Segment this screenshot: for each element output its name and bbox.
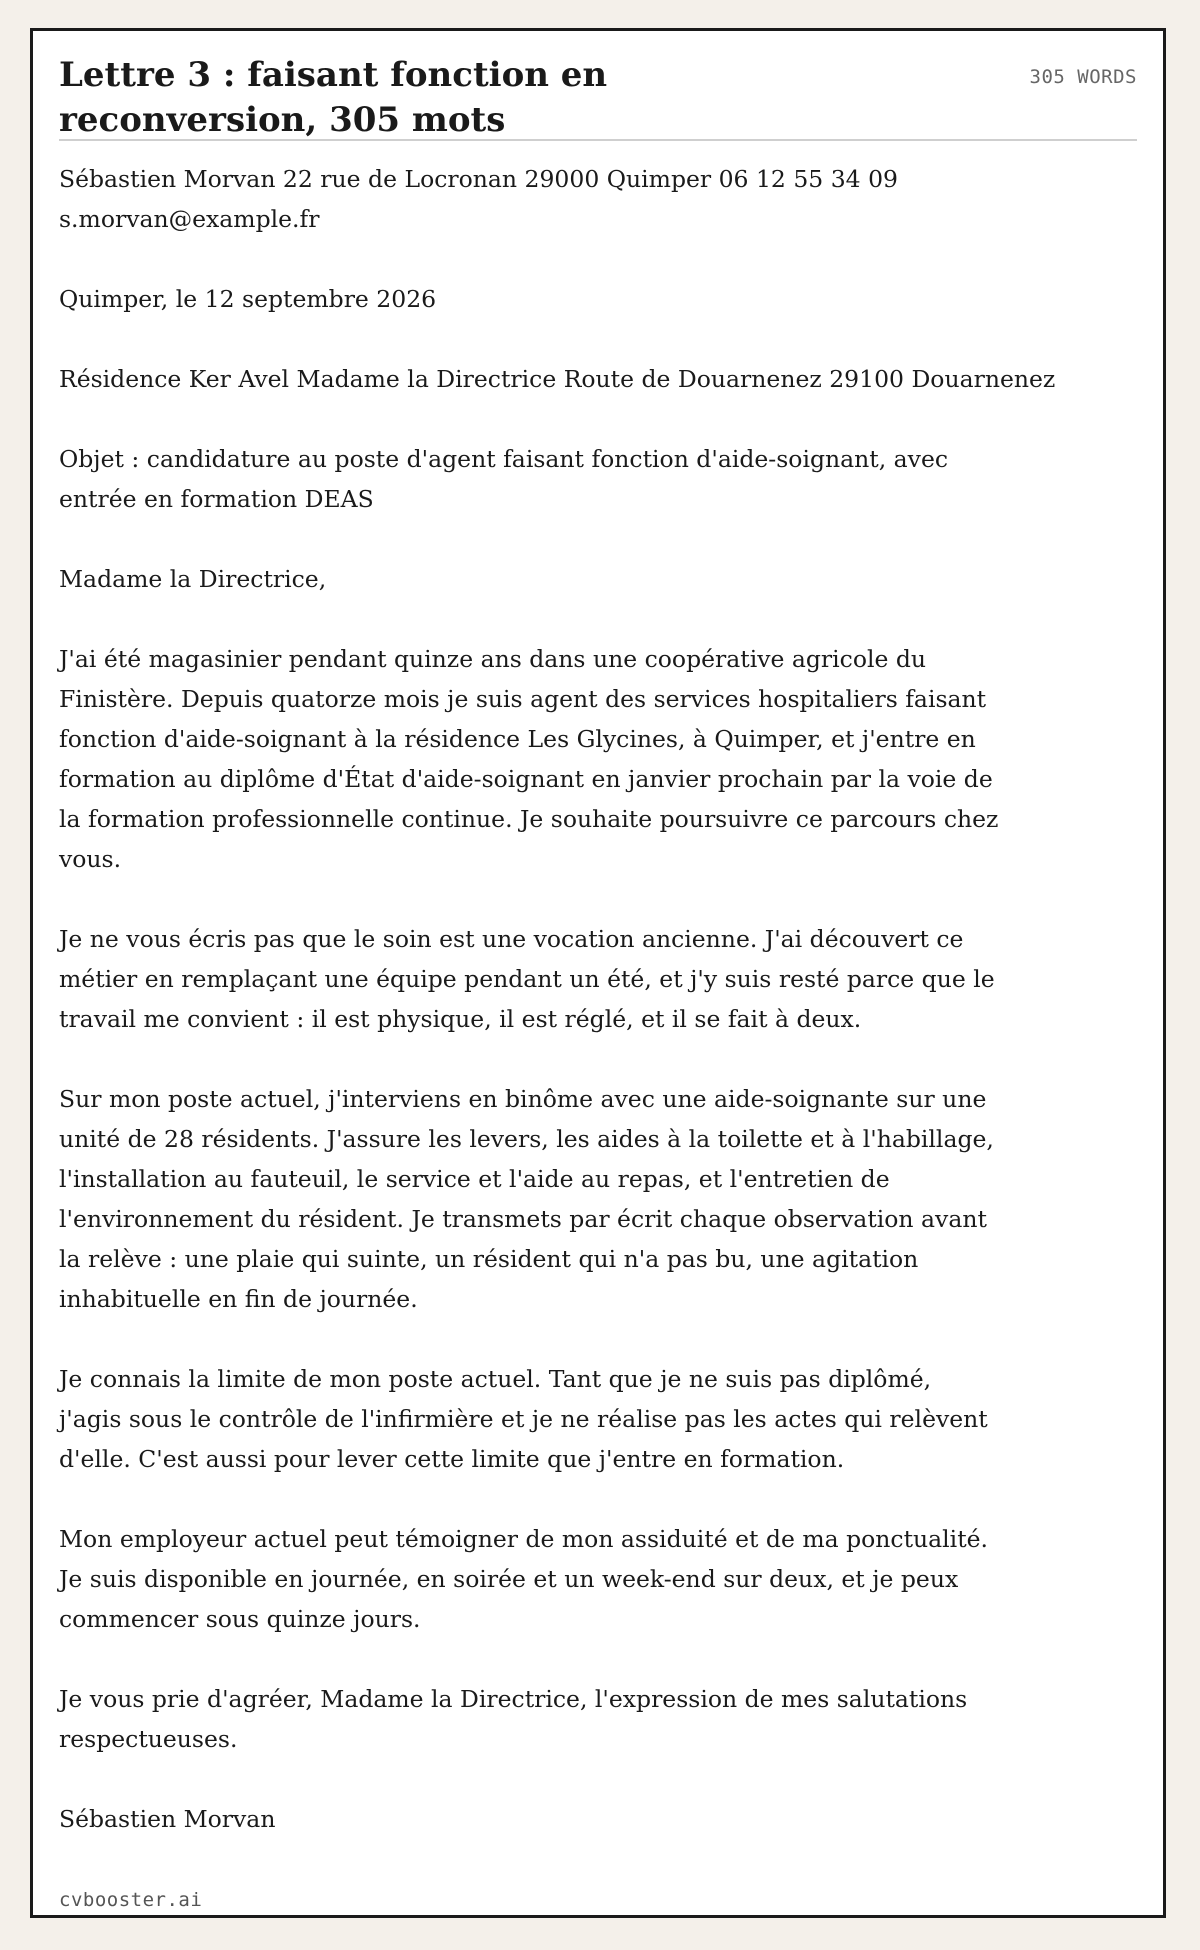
letter-paragraph: Je ne vous écris pas que le soin est une vocation ancienne. J'ai découvert ce métier en remplaçant une équipe pendant un été, et j'y suis resté parce que le travail me convient : il est physique, il est réglé, et il se fait à deux. <box>59 925 995 1033</box>
letter-paragraph: Je connais la limite de mon poste actuel. Tant que je ne suis pas diplômé, j'agis sous le contrôle de l'infirmière et je ne réalise pas les actes qui relèvent d'elle. C'est aussi pour lever cette limite que j'entre en formation. <box>59 1365 988 1473</box>
letter-signature: Sébastien Morvan <box>59 1805 276 1833</box>
footer-brand: cvbooster.ai <box>59 1889 203 1911</box>
letter-paragraph: Mon employeur actuel peut témoigner de mon assiduité et de ma ponctualité. Je suis disponible en journée, en soirée et un week-end sur deux, et je peux commencer sous quinze jours. <box>59 1525 989 1633</box>
letter-closing: Je vous prie d'agréer, Madame la Directrice, l'expression de mes salutations respectueuses. <box>59 1685 968 1753</box>
word-count-badge: 305 WORDS <box>1029 66 1137 88</box>
letter-title: Lettre 3 : faisant fonction en reconversion, 305 mots <box>59 55 608 140</box>
letter-body <box>59 141 1137 1839</box>
letter-card <box>30 28 1166 1918</box>
letter-paragraph: J'ai été magasinier pendant quinze ans dans une coopérative agricole du Finistère. Depuis quatorze mois je suis agent des services hospitaliers faisant fonction d'aide-soignant à la résidence Les Glycines, à Quimper, et j'entre en formation au diplôme d'État d'aide-soignant en janvier prochain par la voie de la formation professionnelle continue. Je souhaite poursuivre ce parcours chez vous. <box>59 645 999 873</box>
letter-date: Quimper, le 12 septembre 2026 <box>59 285 437 313</box>
recipient-block: Résidence Ker Avel Madame la Directrice Route de Douarnenez 29100 Douarnenez <box>59 365 1056 393</box>
letter-header <box>59 31 1137 141</box>
letter-salutation: Madame la Directrice, <box>59 565 327 593</box>
sender-block: Sébastien Morvan 22 rue de Locronan 29000 Quimper 06 12 55 34 09 s.morvan@example.fr <box>59 165 898 233</box>
letter-subject: Objet : candidature au poste d'agent faisant fonction d'aide-soignant, avec entrée en formation DEAS <box>59 445 949 513</box>
letter-paragraph: Sur mon poste actuel, j'interviens en binôme avec une aide-soignante sur une unité de 28 résidents. J'assure les levers, les aides à la toilette et à l'habillage, l'installation au fauteuil, le service et l'aide au repas, et l'entretien de l'environnement du résident. Je transmets par écrit chaque observation avant la relève : une plaie qui suinte, un résident qui n'a pas bu, une agitation inhabituelle en fin de journée. <box>59 1085 994 1313</box>
